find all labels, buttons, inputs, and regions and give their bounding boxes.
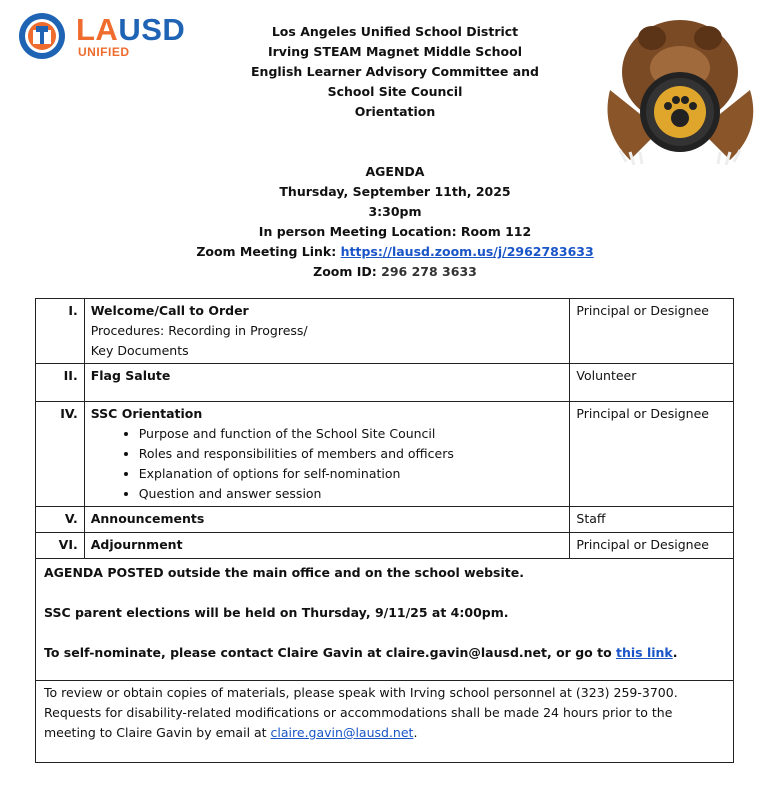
item-title: Welcome/Call to Order: [90, 303, 249, 318]
table-row: [36, 364, 734, 402]
district-name: Los Angeles Unified School District: [271, 24, 519, 39]
table-row: [36, 299, 734, 364]
agenda-info: [150, 162, 640, 282]
footer-end: .: [413, 725, 418, 740]
agenda-table: [35, 298, 734, 763]
bear-mascot-icon: [590, 10, 770, 170]
item-number: I.: [36, 299, 85, 364]
school-name: Irving STEAM Magnet Middle School: [267, 44, 522, 59]
elections-note: SSC parent elections will be held on Thursday, 9/11/25 at 4:00pm.: [44, 605, 509, 620]
item-content: [84, 299, 570, 364]
item-number: V.: [36, 507, 85, 533]
self-nominate-link[interactable]: this link: [616, 645, 673, 660]
item-content: [84, 364, 570, 402]
item-title: Adjournment: [90, 537, 183, 552]
zoom-id-value: 296 278 3633: [381, 264, 477, 279]
lausd-seal-icon: [18, 12, 66, 60]
item-content: [84, 533, 570, 559]
document-header: [180, 22, 610, 122]
item-line: Procedures: Recording in Progress/: [90, 323, 308, 338]
footer-row: [36, 681, 734, 763]
zoom-link[interactable]: https://lausd.zoom.us/j/2962783633: [340, 244, 594, 259]
item-line: Key Documents: [90, 343, 189, 358]
list-item: • Roles and responsibilities of members and officers: [139, 444, 564, 464]
item-number: II.: [36, 364, 85, 402]
item-bullet-list: [91, 424, 564, 504]
item-presenter: Volunteer: [570, 364, 734, 402]
table-row: [36, 533, 734, 559]
item-content: [84, 507, 570, 533]
meeting-time: 3:30pm: [368, 204, 422, 219]
council-name: School Site Council: [327, 84, 463, 99]
item-presenter: Principal or Designee: [570, 299, 734, 364]
zoom-id-line: [150, 262, 640, 282]
item-title: Announcements: [90, 511, 205, 526]
item-number: VI.: [36, 533, 85, 559]
table-row: [36, 402, 734, 507]
zoom-link-line: [150, 242, 640, 262]
item-title: Flag Salute: [90, 368, 171, 383]
meeting-type: Orientation: [354, 104, 436, 119]
item-title: SSC Orientation: [90, 406, 203, 421]
logo-usd: USD: [118, 12, 186, 47]
notes-cell: [36, 559, 734, 681]
agenda-heading: AGENDA: [365, 164, 425, 179]
committee-name: English Learner Advisory Committee and: [251, 64, 539, 79]
table-row: [36, 507, 734, 533]
logo-la: LA: [76, 12, 119, 47]
list-item: • Question and answer session: [139, 484, 564, 504]
item-presenter: Principal or Designee: [570, 402, 734, 507]
zoom-id-label: Zoom ID:: [313, 264, 382, 279]
posted-note: AGENDA POSTED outside the main office and on the school website.: [44, 565, 524, 580]
item-presenter: Principal or Designee: [570, 533, 734, 559]
item-number: IV.: [36, 402, 85, 507]
list-item: • Explanation of options for self-nomination: [139, 464, 564, 484]
footer-cell: [36, 681, 734, 763]
footer-email-link[interactable]: claire.gavin@lausd.net: [270, 725, 414, 740]
footer-text: To review or obtain copies of materials, please speak with Irving school personnel at (323) 259-3700. Requests for disability-related modifications or accommodations shall be made 24 hours prior to the meeting to Claire Gavin by email at: [44, 685, 678, 740]
self-nominate-end: .: [672, 645, 678, 660]
meeting-date: Thursday, September 11th, 2025: [279, 184, 511, 199]
self-nominate-text: To self-nominate, please contact Claire Gavin at claire.gavin@lausd.net, or go to: [44, 645, 617, 660]
self-nominate-note: [44, 643, 725, 663]
logo-unified: UNIFIED: [78, 45, 130, 59]
zoom-link-label: Zoom Meeting Link:: [196, 244, 341, 259]
list-item: • Purpose and function of the School Site Council: [139, 424, 564, 444]
item-content: [84, 402, 570, 507]
meeting-location: In person Meeting Location: Room 112: [258, 224, 532, 239]
logo-wordmark: [76, 14, 185, 46]
item-presenter: Staff: [570, 507, 734, 533]
notes-row: [36, 559, 734, 681]
